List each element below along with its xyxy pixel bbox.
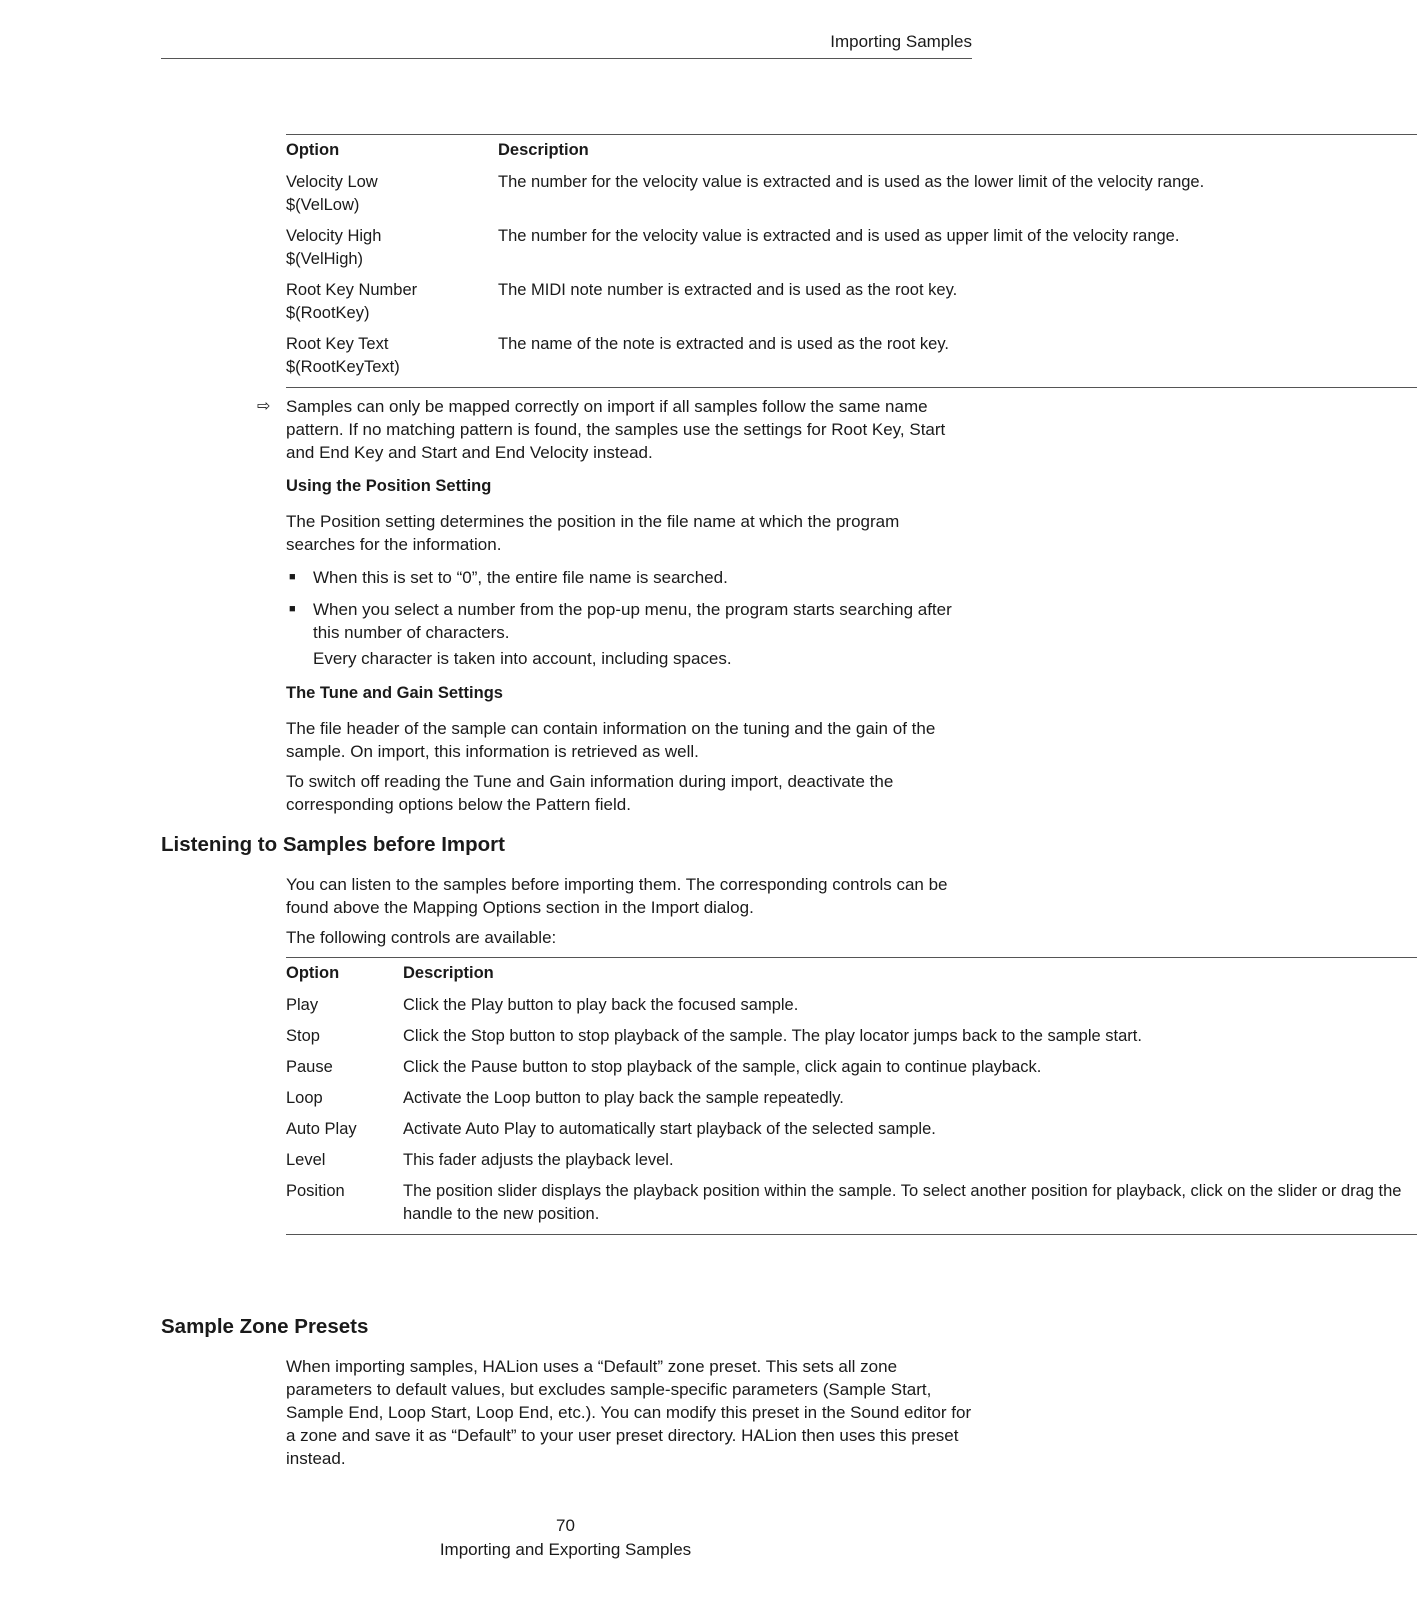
bullet-icon: ■	[289, 603, 296, 615]
variables-table	[286, 134, 1417, 388]
table-cell-description: The name of the note is extracted and is used as the root key.	[498, 329, 1417, 388]
table-cell-description: Click the Stop button to stop playback of the sample. The play locator jumps back to the sample start.	[403, 1027, 1142, 1045]
table-cell-option: Level	[286, 1151, 326, 1169]
table-row	[286, 167, 1417, 221]
paragraph: The Position setting determines the position in the file name at which the program searches for the information.	[286, 512, 900, 554]
list-item-text: When this is set to “0”, the entire file name is searched.	[313, 568, 728, 587]
table-cell-option: Stop	[286, 1027, 320, 1045]
table-header-row	[286, 958, 1417, 991]
paragraph: You can listen to the samples before importing them. The corresponding controls can be found above the Mapping Options section in the Import dialog.	[286, 875, 948, 917]
table-cell-option: Root Key Number $(RootKey)	[286, 281, 418, 322]
table-header-row	[286, 135, 1417, 168]
table-cell-description: The MIDI note number is extracted and is used as the root key.	[498, 281, 958, 299]
paragraph: When importing samples, HALion uses a “Default” zone preset. This sets all zone parameters to default values, but excludes sample-specific parameters (Sample Start, Sample End, Loop Start, Loop End, etc.). You can modify this preset in the Sound editor for a zone and save it as “Default” to your user preset directory. HALion then uses this preset instead.	[286, 1357, 972, 1468]
section-heading-presets: Sample Zone Presets	[161, 1315, 369, 1338]
table-row	[286, 990, 1417, 1021]
subheading-tune-gain: The Tune and Gain Settings	[286, 684, 503, 702]
chapter-footer: Importing and Exporting Samples	[439, 1540, 692, 1559]
table-row	[286, 1052, 1417, 1083]
table-cell-option: Velocity High $(VelHigh)	[286, 227, 382, 268]
bullet-icon: ■	[289, 571, 296, 583]
table-cell-option: Play	[286, 996, 319, 1014]
table-cell-description: The number for the velocity value is extracted and is used as the lower limit of the velocity range.	[498, 173, 1205, 191]
table-cell-description: The number for the velocity value is extracted and is used as upper limit of the velocity range.	[498, 227, 1180, 245]
note	[257, 395, 972, 464]
table-row	[286, 1083, 1417, 1114]
table-row	[286, 275, 1417, 329]
subheading-position-setting: Using the Position Setting	[286, 477, 492, 495]
paragraph: To switch off reading the Tune and Gain information during import, deactivate the corresponding options below the Pattern field.	[286, 772, 894, 814]
table-cell-description: Click the Pause button to stop playback of the sample, click again to continue playback.	[403, 1058, 1042, 1076]
table-cell-option: Root Key Text $(RootKeyText)	[286, 329, 498, 388]
table-cell-description: Activate Auto Play to automatically start playback of the selected sample.	[403, 1120, 936, 1138]
list-item-text: When you select a number from the pop-up menu, the program starts searching after this number of characters.	[313, 600, 952, 642]
table-cell-description: This fader adjusts the playback level.	[403, 1151, 674, 1169]
list-item	[286, 598, 972, 644]
table-cell-option: Loop	[286, 1089, 323, 1107]
table-header-description: Description	[498, 135, 1417, 168]
list-followup: Every character is taken into account, including spaces.	[313, 649, 732, 668]
page-number: 70	[556, 1516, 575, 1535]
note-text: Samples can only be mapped correctly on import if all samples follow the same name pattern. If no matching pattern is found, the samples use the settings for Root Key, Start and End Key and Start and End Velocity instead.	[286, 397, 946, 462]
table-header-option: Option	[286, 135, 498, 168]
table-header-option: Option	[286, 958, 403, 991]
table-cell-option: Velocity Low $(VelLow)	[286, 173, 378, 214]
arrow-right-outline-icon: ⇨	[257, 398, 271, 415]
paragraph: The file header of the sample can contain information on the tuning and the gain of the sample. On import, this information is retrieved as well.	[286, 719, 936, 761]
table-row	[286, 329, 1417, 388]
paragraph: The following controls are available:	[286, 928, 557, 947]
table-cell-option: Pause	[286, 1058, 333, 1076]
section-heading-listening: Listening to Samples before Import	[161, 833, 505, 856]
table-cell-description: Click the Play button to play back the focused sample.	[403, 996, 799, 1014]
table-cell-description: Activate the Loop button to play back the sample repeatedly.	[403, 1089, 844, 1107]
running-header: Importing Samples	[161, 32, 972, 59]
list-item	[286, 566, 972, 589]
table-row	[286, 1145, 1417, 1176]
table-header-description: Description	[403, 958, 1417, 991]
controls-table	[286, 957, 1417, 1235]
table-row	[286, 1021, 1417, 1052]
table-row	[286, 221, 1417, 275]
table-cell-description: The position slider displays the playback position within the sample. To select another position for playback, click on the slider or drag the handle to the new position.	[403, 1176, 1417, 1235]
table-cell-option: Auto Play	[286, 1120, 357, 1138]
table-row	[286, 1114, 1417, 1145]
table-row	[286, 1176, 1417, 1235]
table-cell-option: Position	[286, 1176, 403, 1235]
